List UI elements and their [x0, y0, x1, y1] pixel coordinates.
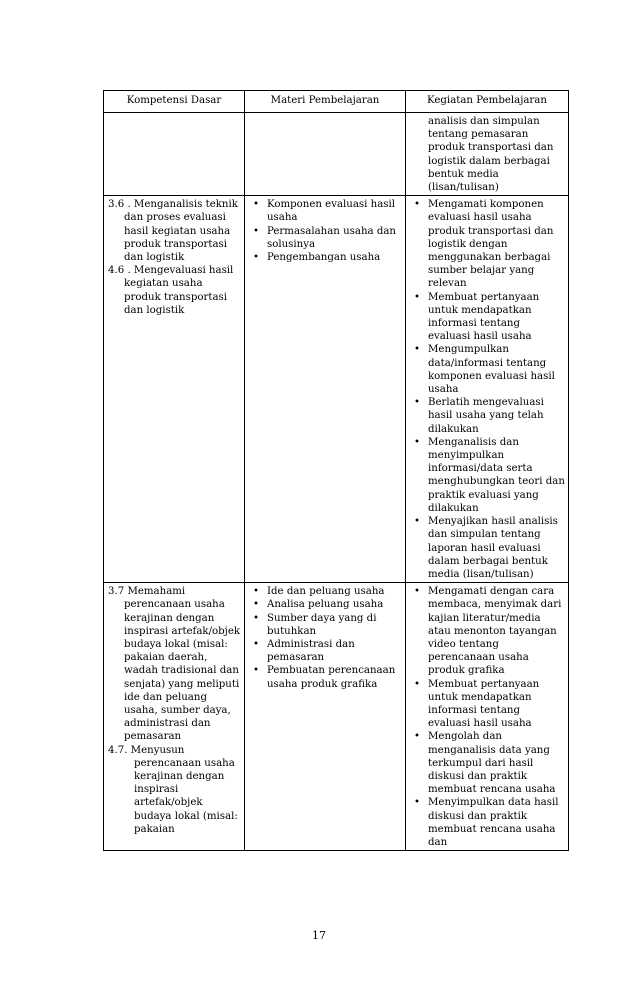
list-item: • Menyimpulkan data hasil diskusi dan praktik membuat rencana usaha dan: [410, 796, 565, 849]
table-header-row: [104, 91, 569, 113]
list-item: • Menganalisis dan menyimpulkan informasi/data serta menghubungkan teori dan praktik evaluasi yang dilakukan: [410, 436, 565, 515]
list-item: • Ide dan peluang usaha: [249, 585, 402, 598]
materi-cell: [245, 196, 406, 583]
list-item: • Menyajikan hasil analisis dan simpulan tentang laporan hasil evaluasi dalam berbagai bentuk media (lisan/tulisan): [410, 515, 565, 581]
page-number: 17: [312, 929, 326, 942]
kd-item: 3.7 Memahami perencanaan usaha kerajinan dengan inspirasi artefak/objek budaya lokal (misal: pakaian daerah, wadah tradisional dan senjata) yang meliputi ide dan peluang usaha, sumber daya, administrasi dan pemasaran: [108, 586, 241, 743]
list-item: • Komponen evaluasi hasil usaha: [249, 198, 402, 224]
list-item: • Membuat pertanyaan untuk mendapatkan informasi tentang evaluasi hasil usaha: [410, 678, 565, 731]
list-item: • Mengolah dan menganalisis data yang terkumpul dari hasil diskusi dan praktik membuat rencana usaha: [410, 730, 565, 796]
list-item: • Administrasi dan pemasaran: [249, 638, 402, 664]
kd-item: 4.6 . Mengevaluasi hasil kegiatan usaha produk transportasi dan logistik: [108, 265, 234, 316]
kegiatan-cell: [406, 583, 569, 851]
kd-item: 3.6 . Menganalisis teknik dan proses evaluasi hasil kegiatan usaha produk transportasi dan logistik: [108, 199, 238, 264]
materi-cell: [245, 583, 406, 851]
list-item: • Membuat pertanyaan untuk mendapatkan informasi tentang evaluasi hasil usaha: [410, 291, 565, 344]
kd-cell: [104, 583, 245, 851]
table-row: [104, 583, 569, 851]
list-item: • Pembuatan perencanaan usaha produk grafika: [249, 664, 402, 690]
table-row: [104, 113, 569, 196]
list-item: • Pengembangan usaha: [249, 251, 402, 264]
kegiatan-cell: [406, 113, 569, 196]
header-kegiatan: Kegiatan Pembelajaran: [406, 91, 569, 113]
kegiatan-continuation: analisis dan simpulan tentang pemasaran produk transportasi dan logistik dalam berbagai bentuk media (lisan/tulisan): [428, 116, 554, 194]
header-kompetensi-dasar: Kompetensi Dasar: [104, 91, 245, 113]
header-materi: Materi Pembelajaran: [245, 91, 406, 113]
kd-cell: [104, 196, 245, 583]
table-row: [104, 196, 569, 583]
learning-table: [103, 90, 569, 851]
list-item: • Permasalahan usaha dan solusinya: [249, 225, 402, 251]
list-item: • Mengamati komponen evaluasi hasil usaha produk transportasi dan logistik dengan menggunakan berbagai sumber belajar yang relevan: [410, 198, 565, 290]
list-item: • Sumber daya yang di butuhkan: [249, 612, 402, 638]
list-item: • Berlatih mengevaluasi hasil usaha yang telah dilakukan: [410, 396, 565, 436]
list-item: • Mengumpulkan data/informasi tentang komponen evaluasi hasil usaha: [410, 343, 565, 396]
list-item: • Analisa peluang usaha: [249, 598, 402, 611]
kd-cell-empty: [104, 113, 245, 196]
kegiatan-cell: [406, 196, 569, 583]
kd-item: 4.7. Menyusun perencanaan usaha kerajinan dengan inspirasi artefak/objek budaya lokal (misal: pakaian: [108, 744, 238, 835]
list-item: • Mengamati dengan cara membaca, menyimak dari kajian literatur/media atau menonton tayangan video tentang perencanaan usaha produk grafika: [410, 585, 565, 677]
materi-cell-empty: [245, 113, 406, 196]
